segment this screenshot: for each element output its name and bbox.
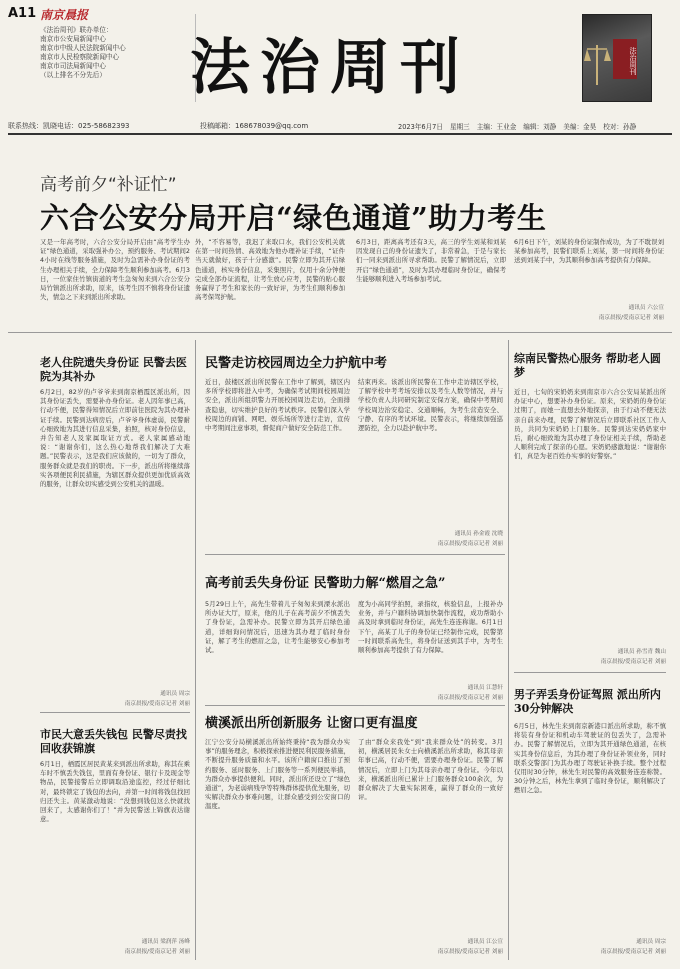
elder-body: 6月2日，82岁的卢爷爷来到南京栖霞区派出所，因其身份证丢失，需要补办身份证。老人因年事已高，行动不便，民警得知情况后立即前往医院为其办理补证手续。民警到达病房后，卢爷爷身体虚弱，民警耐心细致地为其进行信息采集，拍照，核对身份信息，并告知老人及家属取证方式。老人家属感动地说：“谢谢你们，这么热心地帮我们解决了大难题。”民警表示，这是我们应该做的，一切为了群众，服务群众就是我们的职责。下一步，派出所将继续落实各项便民利民措施，为辖区群众提供更加优质高效的服务，让群众切实感受到公安机关的温暖。: [40, 388, 190, 489]
lead-headline: 六合公安分局开启“绿色通道”助力考生: [40, 201, 547, 235]
section-rule: [8, 332, 672, 333]
hengxi-body-left: 江宁公安分局横溪派出所始终秉持“我为群众办实事”的服务理念，积极探索推进便民利民服务措施，不断提升服务质量和水平。该所户籍窗口推出了预约服务、延时服务、上门服务等一系列便民举措，为群众办事提供便利。同时，派出所还设立了“绿色通道”，为老弱病残孕等特殊群体提供优先服务，切实解决群众办事难问题，让群众感受到公安窗口的温度。: [205, 738, 350, 811]
vertical-rule-left: [195, 340, 196, 960]
hengxi-body-right: 了由“群众来我处”到“我来群众处”的转变。3月初，横溪居民朱女士向横溪派出所求助，称其母亲年事已高，行动不便，需要办理身份证。民警了解情况后，立即上门为其母亲办理了身份证。今年以来，横溪派出所已累计上门服务群众100余次，为群众解决了大量实际困难，赢得了群众的一致好评。: [358, 738, 503, 802]
issue-info: [398, 121, 636, 131]
lead-kicker: 高考前夕“补证忙”: [40, 175, 177, 195]
thirty-title: 男子弄丢身份证驾照 派出所内30分钟解决: [514, 688, 661, 715]
vertical-rule-right: [508, 340, 509, 960]
sponsor-item: 南京市人民检察院新闻中心: [40, 53, 120, 61]
badge-illustration: [582, 14, 652, 102]
heartwarm-title: 综南民警热心服务 帮助老人圆梦: [514, 352, 661, 379]
heartwarm-author: 通讯员 孙雪青 魏山: [617, 649, 666, 655]
masthead-title: 法治周刊: [190, 33, 470, 103]
citizen-title: 市民大意丢失钱包 民警尽责找回收获锦旗: [40, 728, 187, 755]
elder-author: 通讯员 周宗: [160, 691, 190, 697]
campus-author-2: 南京晨报/爱南京记者 刘丽: [437, 541, 503, 547]
lead-col-3: 6月3日，距离高考还有3天，高三的学生刘某和刘某因发现自己的身份证遗失了，非常着急，于是与家长们一同来到派出所寻求帮助。民警了解情况后，立即开启“绿色通道”，及时为其办理临时身份证，确保考生能够顺利进入考场参加考试。: [356, 238, 506, 283]
sponsors-title: 《法治周刊》联办单位：: [40, 26, 113, 34]
lead-col-4: 6月6日下午，刘某的身份证制作成功，为了不耽误刘某参加高考，民警们联系上刘某，第一时间将身份证送到刘某手中，为其顺利参加高考提供有力保障。: [514, 238, 664, 265]
hengxi-author-2: 南京晨报/爱南京记者 刘丽: [437, 949, 503, 955]
center-rule-1: [205, 554, 505, 555]
campus-author: 通讯员 孙金霞 沈晓: [454, 531, 503, 537]
citizen-body: 6月1日，栖霞区居民黄某来到派出所求助，称其在乘车时不慎丢失钱包，里面有身份证、银行卡及现金等物品，民警接警后立即调取沿途监控，经过仔细比对，最终锁定了钱包的去向，并第一时间将钱包找回归还失主。黄某激动地说：“没想到钱包这么快就找回来了，太感谢你们了！”并为民警送上锦旗表达谢意。: [40, 760, 190, 824]
sponsors-block: [40, 26, 180, 80]
paper-name: 南京晨报: [40, 8, 89, 22]
campus-title: 民警走访校园周边全力护航中考: [205, 356, 388, 371]
lost-body-left: 5月29日上午，高先生带着儿子匆匆来到溧水派出所办证大厅，原来，他的儿子在高考前夕不慎丢失了身份证，急需补办。民警立即为其开启绿色通道，详细询问情况后，迅速为其办理了临时身份证，解了考生的燃眉之急，让考生能够安心参加考试。: [205, 600, 350, 655]
thirty-author: 通讯员 周宗: [636, 939, 666, 945]
issue-date: 2023年6月7日: [398, 123, 443, 131]
hengxi-author: 通讯员 江公宣: [467, 939, 503, 945]
campus-body-left: 近日，鼓楼区派出所民警在工作中了解到，辖区内多所学校即将进入中考，为确保考试期间校园周边安全，派出所组织警力开展校园周边走访，全面排查隐患，切实维护良好的考试秩序。民警们深入学校周边的商铺、网吧、娱乐场所等进行走访，宣传中考期间注意事项，督促商户做好安全防范工作。: [205, 378, 350, 433]
citizen-author: 通讯员 梁润萍 汤峰: [141, 939, 190, 945]
elder-title: 老人住院遗失身份证 民警去医院为其补办: [40, 356, 187, 383]
hengxi-title: 横溪派出所创新服务 让窗口更有温度: [205, 716, 418, 731]
issue-designer: 美编：金昊: [563, 123, 597, 131]
lead-col-1: 又是一年高考时，六合公安分局开启由“高考学生办证”绿色通道，采取强补办公，预约服务、考试期间24小时在线等服务措施，及时为急需补办身份证的考生办理相关手续，全力保障考生顺利参加高考。6月3日，一位家住竹镇街道的考生急匆匆来到六合公安分局竹镇派出所求助，原来，该考生因不慎将身份证遗失，情急之下来到派出所求助。: [40, 238, 190, 302]
heartwarm-body: 近日，七旬的宋奶奶来到南京市六合公安局某派出所办证中心，想要补办身份证。原来，宋奶奶的身份证过期了，而她一直想去外地探亲，由于行动不便无法亲自前来办理，民警了解情况后立即联系社区工作人员，共同为宋奶奶上门服务。民警到达宋奶奶家中后，耐心细致地为其办理了身份证相关手续，帮助老人顺利完成了探亲的心愿。宋奶奶感激地说：“谢谢你们，真是为老百姓办实事的好警察。”: [514, 388, 666, 461]
issue-duty-editor: 编辑：刘静: [523, 123, 557, 131]
sponsor-item: 南京市中级人民法院新闻中心: [40, 44, 126, 52]
scales-icon: [583, 15, 653, 103]
heartwarm-author-2: 南京晨报/爱南京记者 刘丽: [600, 659, 666, 665]
elder-author-2: 南京晨报/爱南京记者 刘丽: [124, 701, 190, 707]
issue-proofreader: 校对：孙静: [603, 123, 637, 131]
header-rule: [8, 133, 672, 135]
sponsors-note: （以上排名不分先后）: [40, 71, 106, 79]
sponsor-item: 南京市公安局新闻中心: [40, 35, 106, 43]
lead-col-2: 外，“不容易等，我迟了来取口水，我们公安机关就在第一时间热情、高效地为他办理补证手续，“证件当天就做好，孩子十分感激”。民警立即为其开启绿色通道，核实身份信息，采集照片，仅用十余分钟便完成全部办证流程，让考生放心应考，民警的贴心服务赢得了考生和家长的一致好评，为考生们顺利参加高考保驾护航。: [195, 238, 345, 302]
lost-body-right: 度为小高同学拍照，录指纹，核验信息，上报补办业务，并与户籍科协调加快制作流程，成功帮助小高及时拿到临时身份证，高先生连连称谢。6月1日下午，高某了儿子的身份证已经制作完成，民警第一时间联系高先生，将身份证送到其手中，为考生顺利参加高考提供了有力保障。: [358, 600, 503, 655]
campus-body-right: 结束再来。该派出所民警在工作中走访辖区学校，了解学校中考考场安排以及考生人数等情况，并与学校负责人共同研究制定安保方案，确保中考期间学校周边治安稳定、交通顺畅，为考生营造安全、宁静、有序的考试环境。民警表示，将继续加强巡逻防控，全力以赴护航中考。: [358, 378, 503, 433]
page-number: A11: [8, 6, 37, 21]
thirty-body: 6月5日，林先生来到南京新港口派出所求助，称不慎将装有身份证和机动车驾驶证的包丢失了，急需补办。民警了解情况后，立即为其开通绿色通道，在核实其身份信息后，为其办理了身份证补领业务，同时联系交警部门为其办理了驾驶证补换手续。整个过程仅用时30分钟，林先生对民警的高效服务连连称赞。30分钟之后，林先生拿到了临时身份证，顺利解决了燃眉之急。: [514, 722, 666, 795]
thirty-author-2: 南京晨报/爱南京记者 刘丽: [600, 949, 666, 955]
right-rule: [514, 672, 666, 673]
issue-editor: 主编：王业金: [476, 123, 517, 131]
contact-email: 投稿邮箱：168678039@qq.com: [200, 122, 309, 130]
lead-author-2: 南京晨报/爱南京记者 刘丽: [598, 315, 664, 321]
badge-label: 法治周刊: [613, 39, 637, 79]
lost-title: 高考前丢失身份证 民警助力解“燃眉之急”: [205, 576, 446, 591]
sponsor-item: 南京市司法局新闻中心: [40, 62, 106, 70]
lead-author: 通讯员 六公宣: [628, 305, 664, 311]
citizen-author-2: 南京晨报/爱南京记者 刘丽: [124, 949, 190, 955]
center-rule-2: [205, 705, 505, 706]
issue-weekday: 星期三: [449, 123, 470, 131]
contact-phone: 联系热线：凯晓电话：025-58682393: [8, 122, 130, 130]
lost-author: 通讯员 江慧轩: [467, 685, 503, 691]
lost-author-2: 南京晨报/爱南京记者 刘丽: [437, 695, 503, 701]
left-rule: [40, 712, 190, 713]
